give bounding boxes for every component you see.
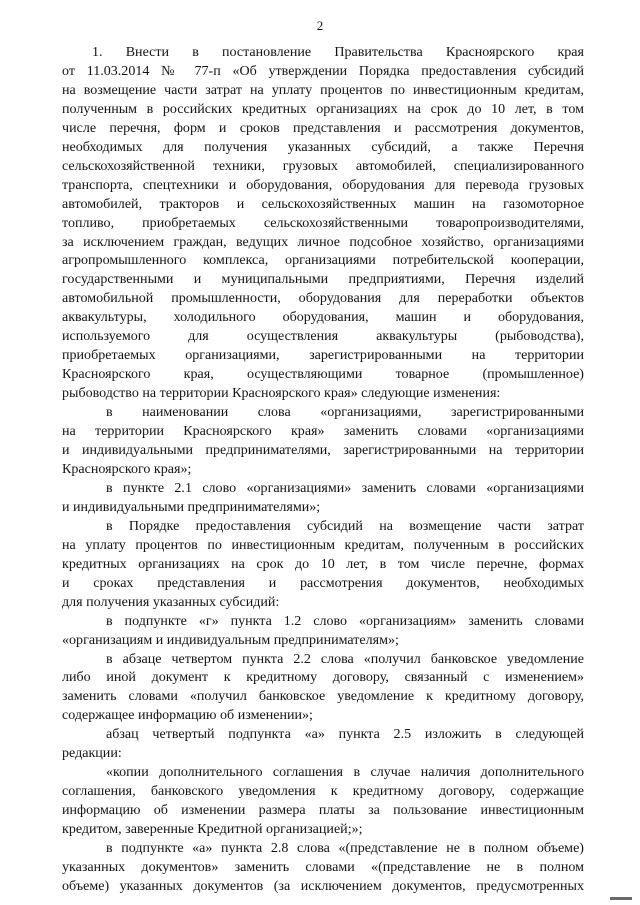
text-line: указанных документов» заменить словами «(представление не в полном <box>62 858 584 875</box>
text-line: 1. Внести в постановление Правительства Красноярского края <box>92 44 584 60</box>
text-line: приобретаемых организациями, зарегистрированными на территории <box>62 347 584 364</box>
document-body <box>62 43 584 896</box>
text-line: Красноярского края»; <box>62 460 192 477</box>
text-line: и индивидуальными предпринимателями, зарегистрированными на территории <box>62 442 584 459</box>
text-line: агропромышленного комплекса, организациями потребительской кооперации, <box>62 252 584 269</box>
text-line: автомобильной промышленности, оборудования для переработки объектов <box>62 290 584 307</box>
text-line: топливо, приобретаемых сельскохозяйственными товаропроизводителями, <box>62 214 584 231</box>
text-line: на возмещение части затрат на уплату процентов по инвестиционным кредитам, <box>62 81 584 98</box>
text-line: соглашения, банковского уведомления к кредитному договору, содержащие <box>62 783 584 800</box>
text-line: кредитных организациях на срок до 10 лет, в том числе перечне, формах <box>62 555 584 572</box>
text-line: на территории Красноярского края» заменить словами «организациями <box>62 423 584 440</box>
text-line: в подпункте «г» пункта 1.2 слово «организациям» заменить словами <box>106 612 584 629</box>
text-line: в наименовании слова «организациями, зарегистрированными <box>106 404 584 421</box>
text-line: кредитом, заверенные Кредитной организацией;»; <box>62 821 363 838</box>
text-line: используемого для осуществления аквакультуры (рыбоводства), <box>62 328 584 345</box>
text-line: редакции: <box>62 745 122 762</box>
text-line: полученным в российских кредитных организациях на срок до 10 лет, в том <box>62 100 584 117</box>
text-line: «копии дополнительного соглашения в случае наличия дополнительного <box>106 764 584 781</box>
text-line: Красноярского края, осуществляющими товарное (промышленное) <box>62 366 584 383</box>
text-line: заменить словами «получил банковское уведомление к кредитному договору, <box>62 688 584 705</box>
text-line: «организациям и индивидуальным предпринимателям»; <box>62 631 399 648</box>
text-line: и индивидуальными предпринимателями»; <box>62 498 321 515</box>
text-line: транспорта, спецтехники и оборудования, оборудования для перевода грузовых <box>62 176 584 193</box>
text-line: аквакультуры, холодильного оборудования, машин и оборудования, <box>62 309 584 326</box>
text-line: государственными и муниципальными предприятиями, Перечня изделий <box>62 271 584 288</box>
text-line: информацию об изменении размера платы за пользование инвестиционным <box>62 802 584 819</box>
text-line: автомобилей, тракторов и сельскохозяйственных машин на газомоторное <box>62 195 584 212</box>
text-line: от 11.03.2014 № 77-п «Об утверждении Порядка предоставления субсидий <box>62 62 584 79</box>
text-line: рыбоводство на территории Красноярского края» следующие изменения: <box>62 385 501 402</box>
text-line: на уплату процентов по инвестиционным кредитам, полученным в российских <box>62 536 584 553</box>
text-line: сельскохозяйственной техники, грузовых автомобилей, специализированного <box>62 157 584 174</box>
scan-edge-mark <box>610 897 632 900</box>
text-line: в абзаце четвертом пункта 2.2 слова «получил банковское уведомление <box>106 650 584 667</box>
text-line: необходимых для получения указанных субсидий, а также Перечня <box>62 138 584 155</box>
text-line: в Порядке предоставления субсидий на возмещение части затрат <box>106 517 584 534</box>
text-line: для получения указанных субсидий: <box>62 593 280 610</box>
text-line: и сроках представления и рассмотрения документов, необходимых <box>62 574 584 591</box>
text-line: содержащее информацию об изменении»; <box>62 707 313 724</box>
text-line: абзац четвертый подпункта «а» пункта 2.5 изложить в следующей <box>106 726 584 743</box>
text-line: числе перечня, форм и сроков представления и рассмотрения документов, <box>62 119 584 136</box>
text-line: либо иной документ к кредитному договору, связанный с изменением» <box>62 669 584 686</box>
text-line: в пункте 2.1 слово «организациями» заменить словами «организациями <box>106 479 584 496</box>
page-number: 2 <box>316 18 324 33</box>
text-line: в подпункте «а» пункта 2.8 слова «(представление не в полном объеме) <box>106 840 584 857</box>
text-line: объеме) указанных документов (за исключением документов, предусмотренных <box>62 877 584 894</box>
text-line: за исключением граждан, ведущих личное подсобное хозяйство, организациями <box>62 233 584 250</box>
